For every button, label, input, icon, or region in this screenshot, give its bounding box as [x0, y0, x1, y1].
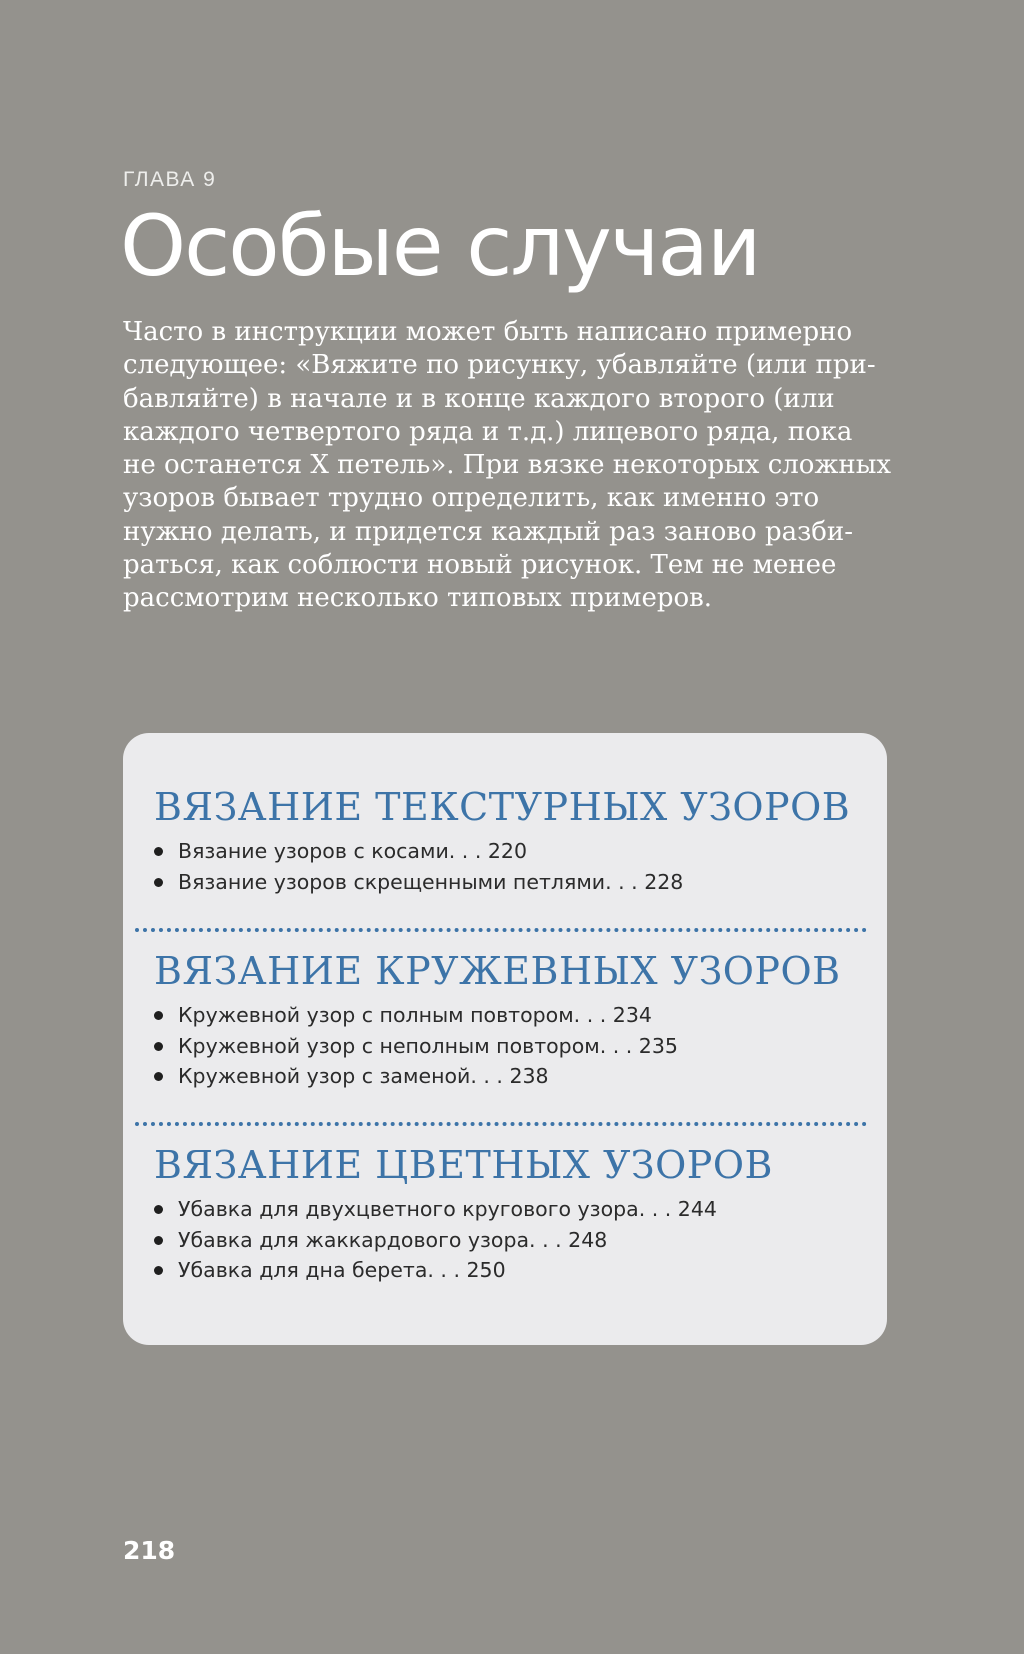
dotted-divider — [135, 928, 867, 932]
toc-entry[interactable] — [154, 867, 862, 898]
section-heading: ВЯЗАНИЕ ТЕКСТУРНЫХ УЗОРОВ — [154, 785, 851, 829]
toc-entry-text: Вязание узоров скрещенными петлями. . . 228 — [178, 869, 684, 894]
bullet-icon — [154, 878, 163, 887]
bullet-icon — [154, 1072, 163, 1081]
toc-entry[interactable] — [154, 1061, 862, 1092]
contents-box — [123, 733, 887, 1345]
intro-line: раться, как соблюсти новый рисунок. Тем не менее — [123, 550, 837, 581]
toc-entry[interactable] — [154, 836, 862, 867]
bullet-icon — [154, 1266, 163, 1275]
bullet-icon — [154, 847, 163, 856]
toc-list — [154, 836, 862, 897]
toc-section-colored — [154, 1142, 862, 1286]
section-heading: ВЯЗАНИЕ КРУЖЕВНЫХ УЗОРОВ — [154, 949, 841, 993]
intro-line: узоров бывает трудно определить, как именно это — [123, 483, 820, 514]
toc-entry[interactable] — [154, 1031, 862, 1062]
toc-list — [154, 1000, 862, 1092]
bullet-icon — [154, 1042, 163, 1051]
toc-entry-text: Кружевной узор с полным повтором. . . 234 — [178, 1003, 652, 1027]
toc-list — [154, 1194, 862, 1286]
intro-paragraph — [123, 316, 903, 616]
intro-line: Часто в инструкции может быть написано примерно — [123, 317, 853, 347]
toc-entry-text: Вязание узоров с косами. . . 220 — [178, 839, 528, 863]
toc-entry[interactable] — [154, 1225, 862, 1256]
chapter-label: ГЛАВА 9 — [123, 168, 217, 191]
intro-line: каждого четвертого ряда и т.д.) лицевого ряда, пока — [123, 416, 853, 447]
intro-line: следующее: «Вяжите по рисунку, убавляйте (или при- — [123, 350, 876, 381]
toc-entry-text: Убавка для жаккардового узора. . . 248 — [178, 1227, 608, 1252]
bullet-icon — [154, 1205, 163, 1214]
intro-line: не останется Х петель». При вязке некоторых сложных — [123, 450, 892, 481]
intro-line: бавляйте) в начале и в конце каждого второго (или — [123, 383, 835, 414]
toc-entry[interactable] — [154, 1255, 862, 1286]
toc-entry-text: Убавка для дна берета. . . 250 — [178, 1258, 506, 1282]
page-number: 218 — [123, 1536, 176, 1565]
toc-entry-text: Убавка для двухцветного кругового узора. . . 244 — [178, 1197, 717, 1221]
bullet-icon — [154, 1011, 163, 1020]
toc-entry-text: Кружевной узор с неполным повтором. . . 235 — [178, 1033, 678, 1058]
bullet-icon — [154, 1236, 163, 1245]
toc-section-textured — [154, 784, 862, 897]
intro-line: рассмотрим несколько типовых примеров. — [123, 583, 713, 614]
toc-section-lace — [154, 948, 862, 1092]
toc-entry[interactable] — [154, 1000, 862, 1031]
page-title: Особые случаи — [120, 197, 760, 295]
section-heading: ВЯЗАНИЕ ЦВЕТНЫХ УЗОРОВ — [154, 1143, 773, 1187]
intro-line: нужно делать, и придется каждый раз заново разби- — [123, 516, 854, 547]
toc-entry-text: Кружевной узор с заменой. . . 238 — [178, 1064, 549, 1088]
toc-entry[interactable] — [154, 1194, 862, 1225]
dotted-divider — [135, 1122, 867, 1126]
